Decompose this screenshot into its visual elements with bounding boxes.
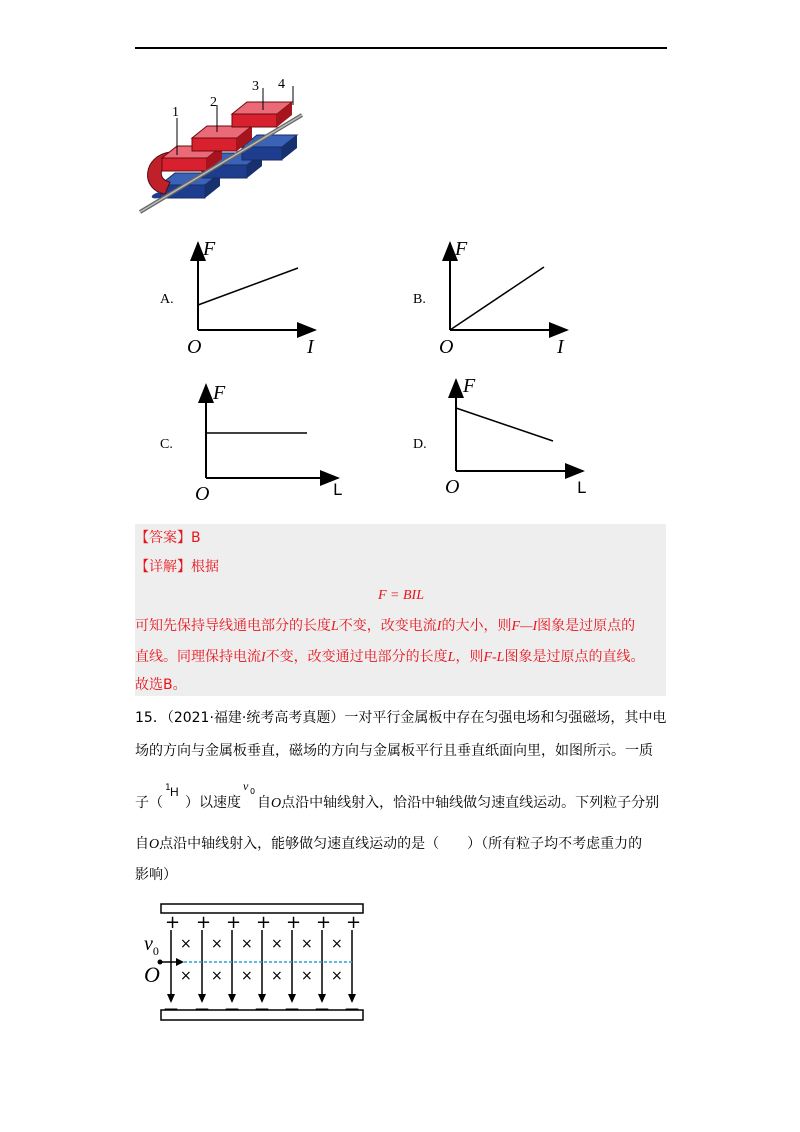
q3-d: 点沿中轴线射入，恰沿中轴线做匀速直线运动。下列粒子分别 [281,795,660,811]
question-line-3 [135,779,660,812]
origin-label: O [144,962,160,987]
wire-label-1: 1 [172,105,179,120]
answer-value: B [191,530,201,546]
answer-box [135,524,666,696]
option-c-x-label: L [333,480,342,499]
cross-sign: × [301,968,313,984]
option-b-line [450,267,544,330]
plus-sign: + [286,912,302,933]
exp2-d: 图象是过原点的直线。 [504,649,645,665]
explanation-line-2 [135,647,644,668]
exp2-b: 不变，改变通过电部分的长度 [265,649,448,665]
particle-symbol [163,783,185,811]
exp1-L: L [331,619,339,634]
minus-sign: — [285,1001,299,1017]
question-number: 15． [135,710,167,726]
option-b-label: B. [413,292,426,307]
plus-sign: + [165,912,181,933]
cross-sign: × [271,968,283,984]
exp1-b: 不变，改变电流 [338,618,437,634]
q3-a: 子（ [135,795,163,811]
magnet-figure [130,70,310,220]
velocity-v: v [243,779,249,793]
option-a-x-label: I [307,336,314,358]
option-b-origin: O [439,336,454,358]
formula: F = BIL [378,588,424,603]
exp1-a: 可知先保持导线通电部分的长度 [135,618,331,634]
plus-sign: + [316,912,332,933]
velocity-sub: 0 [250,787,256,796]
field-figure [140,900,370,1025]
plus-sign: + [256,912,272,933]
exp1-c: 的大小，则 [441,618,512,634]
wire-label-4: 4 [278,77,285,92]
minus-sign: — [195,1001,209,1017]
cross-sign: × [180,968,192,984]
exp2-FL: F-L [483,650,505,665]
option-a-origin: O [187,336,202,358]
option-a-y-label: F [203,238,216,260]
q3-O: O [271,796,282,811]
plus-sign: + [346,912,362,933]
cross-sign: × [241,968,253,984]
explanation-line-1 [135,616,635,637]
q4-O: O [149,837,160,852]
velocity-label: $v_0$ [144,933,159,958]
question-text-1: （2021·福建·统考高考真题）一对平行金属板中存在匀强电场和匀强磁场，其中电 [166,710,667,726]
minus-sign: — [315,1001,329,1017]
option-c-y-label: F [213,382,226,404]
particle-sup: 1 [165,783,171,793]
detail-lead: 根据 [191,559,219,575]
option-d-x-label: L [577,478,586,497]
answer-tag: 【答案】 [135,530,191,546]
exp1-d: 图象是过原点的 [537,618,636,634]
cross-sign: × [271,936,283,952]
velocity-symbol [241,779,257,811]
minus-sign: — [225,1001,239,1017]
question-line-4 [135,833,642,853]
exp2-c: ，则 [455,649,484,665]
wire-label-2: 2 [210,95,217,110]
cross-sign: × [241,936,253,952]
option-a-line [198,268,298,305]
plus-sign: + [196,912,212,933]
q4-b: 点沿中轴线射入，能够做匀速直线运动的是（ ）（所有粒子均不考虑重力的 [159,836,643,852]
cross-sign: × [211,968,223,984]
exp1-I: I [436,619,442,634]
option-b-x-label: I [557,336,564,358]
cross-sign: × [301,936,313,952]
option-a-graph [185,235,325,358]
cross-sign: × [211,936,223,952]
option-d-graph [443,375,603,500]
cross-sign: × [331,936,343,952]
option-b-y-label: F [455,238,468,260]
cross-sign: × [331,968,343,984]
option-d-label: D. [413,437,427,452]
q3-b: ）以速度 [185,795,241,811]
exp2-I: I [261,650,266,665]
explanation-line-3: 故选B。 [135,677,187,693]
option-d-y-label: F [463,375,476,397]
exp1-FI: F—I [511,619,538,634]
option-d-line [456,408,553,441]
cross-sign: × [180,936,192,952]
option-d-origin: O [445,476,460,498]
detail-line [135,557,219,577]
option-c-label: C. [160,437,173,452]
exp2-a: 直线。同理保持电流 [135,649,261,665]
option-a-label: A. [160,292,174,307]
option-c-origin: O [195,483,210,505]
q3-c: 自 [257,795,271,811]
q4-a: 自 [135,836,149,852]
option-b-graph [437,235,577,358]
question-line-5: 影响） [135,867,177,883]
question-line-1 [135,707,666,727]
option-c-graph [193,375,353,505]
field-columns [164,912,361,1017]
answer-line [135,528,201,548]
wire-label-3: 3 [252,79,259,94]
plus-sign: + [226,912,242,933]
minus-sign: — [164,1001,178,1017]
minus-sign: — [345,1001,359,1017]
top-rule [135,47,667,49]
exp2-L: L [447,650,456,665]
minus-sign: — [255,1001,269,1017]
detail-tag: 【详解】 [135,559,191,575]
question-line-2: 场的方向与金属板垂直，磁场的方向与金属板平行且垂直纸面向里，如图所示。一质 [135,743,653,759]
particle-H: H [170,785,179,799]
